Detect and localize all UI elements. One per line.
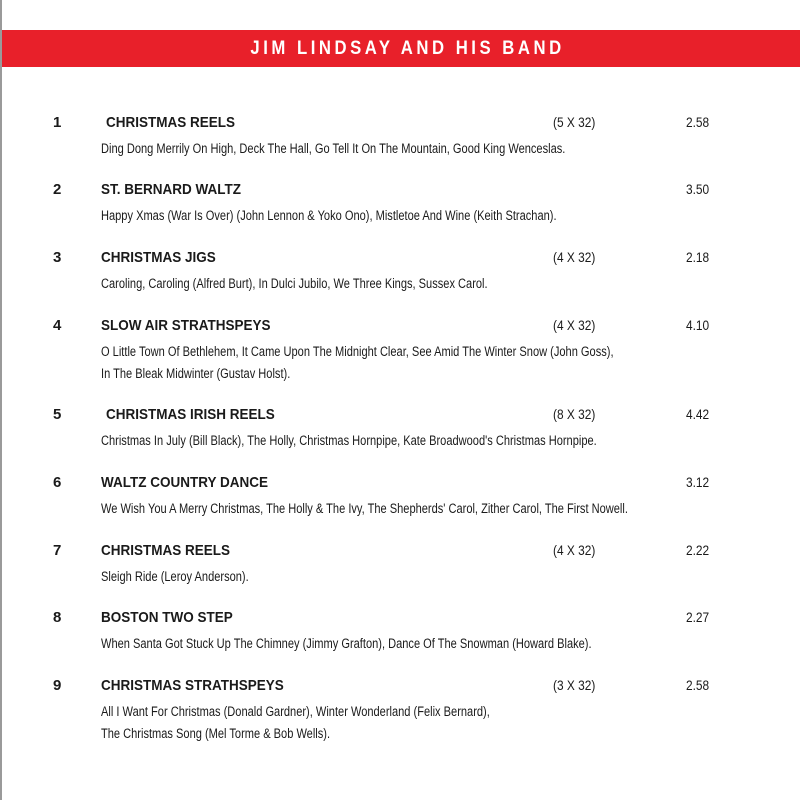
- page-edge: [0, 0, 2, 800]
- track-duration: 4.42: [686, 406, 710, 422]
- track-title: CHRISTMAS IRISH REELS: [106, 406, 275, 423]
- track-tune-list: [101, 633, 675, 655]
- track-duration: 2.27: [686, 609, 710, 625]
- track-tune-list: [101, 273, 675, 295]
- title-banner: [2, 30, 800, 67]
- track-duration: 2.18: [686, 249, 710, 265]
- track-tune-list: [101, 341, 675, 385]
- track-number: 4: [53, 317, 62, 334]
- track-duration: 2.22: [686, 542, 710, 558]
- track-duration: 4.10: [686, 317, 710, 333]
- track-title: WALTZ COUNTRY DANCE: [101, 474, 268, 491]
- track-duration: 3.50: [686, 181, 710, 197]
- track-tune-list: [101, 138, 675, 160]
- tune-line: The Christmas Song (Mel Torme & Bob Wells).: [101, 726, 331, 741]
- track-tune-list: [101, 430, 675, 452]
- tune-line: Sleigh Ride (Leroy Anderson).: [101, 569, 249, 584]
- track-number: 8: [53, 609, 62, 626]
- tune-line: Ding Dong Merrily On High, Deck The Hall, Go Tell It On The Mountain, Good King Wenceslas.: [101, 141, 566, 156]
- track-tune-list: [101, 498, 675, 520]
- track-title: CHRISTMAS STRATHSPEYS: [101, 677, 284, 694]
- track-number: 3: [53, 249, 62, 266]
- track-title: BOSTON TWO STEP: [101, 609, 233, 626]
- tune-line: Christmas In July (Bill Black), The Holly, Christmas Hornpipe, Kate Broadwood's Christmas Hornpipe.: [101, 433, 597, 448]
- track-format: (4 X 32): [553, 317, 596, 333]
- track-tune-list: [101, 701, 675, 745]
- track-format: (4 X 32): [553, 249, 596, 265]
- tune-line: Happy Xmas (War Is Over) (John Lennon & Yoko Ono), Mistletoe And Wine (Keith Strachan).: [101, 208, 557, 223]
- page-title: JIM LINDSAY AND HIS BAND: [250, 37, 566, 59]
- track-title: CHRISTMAS REELS: [106, 114, 236, 131]
- track-title: SLOW AIR STRATHSPEYS: [101, 317, 271, 334]
- track-tune-list: [101, 566, 675, 588]
- tune-line: All I Want For Christmas (Donald Gardner), Winter Wonderland (Felix Bernard),: [101, 704, 490, 719]
- track-tune-list: [101, 205, 675, 227]
- track-number: 5: [53, 406, 62, 423]
- track-format: (5 X 32): [553, 114, 596, 130]
- track-title: CHRISTMAS REELS: [101, 542, 231, 559]
- track-title: ST. BERNARD WALTZ: [101, 181, 241, 198]
- tune-line: When Santa Got Stuck Up The Chimney (Jimmy Grafton), Dance Of The Snowman (Howard Blake).: [101, 636, 592, 651]
- track-number: 1: [53, 114, 62, 131]
- track-format: (3 X 32): [553, 677, 596, 693]
- track-number: 2: [53, 181, 62, 198]
- tune-line: O Little Town Of Bethlehem, It Came Upon The Midnight Clear, See Amid The Winter Snow (John Goss),: [101, 344, 614, 359]
- track-number: 9: [53, 677, 62, 694]
- track-duration: 2.58: [686, 677, 710, 693]
- track-format: (8 X 32): [553, 406, 596, 422]
- track-number: 7: [53, 542, 62, 559]
- tune-line: Caroling, Caroling (Alfred Burt), In Dulci Jubilo, We Three Kings, Sussex Carol.: [101, 276, 488, 291]
- track-title: CHRISTMAS JIGS: [101, 249, 216, 266]
- track-format: (4 X 32): [553, 542, 596, 558]
- tune-line: We Wish You A Merry Christmas, The Holly & The Ivy, The Shepherds' Carol, Zither Carol, The First Nowell.: [101, 501, 628, 516]
- track-duration: 3.12: [686, 474, 710, 490]
- tune-line: In The Bleak Midwinter (Gustav Holst).: [101, 366, 291, 381]
- track-duration: 2.58: [686, 114, 710, 130]
- track-number: 6: [53, 474, 62, 491]
